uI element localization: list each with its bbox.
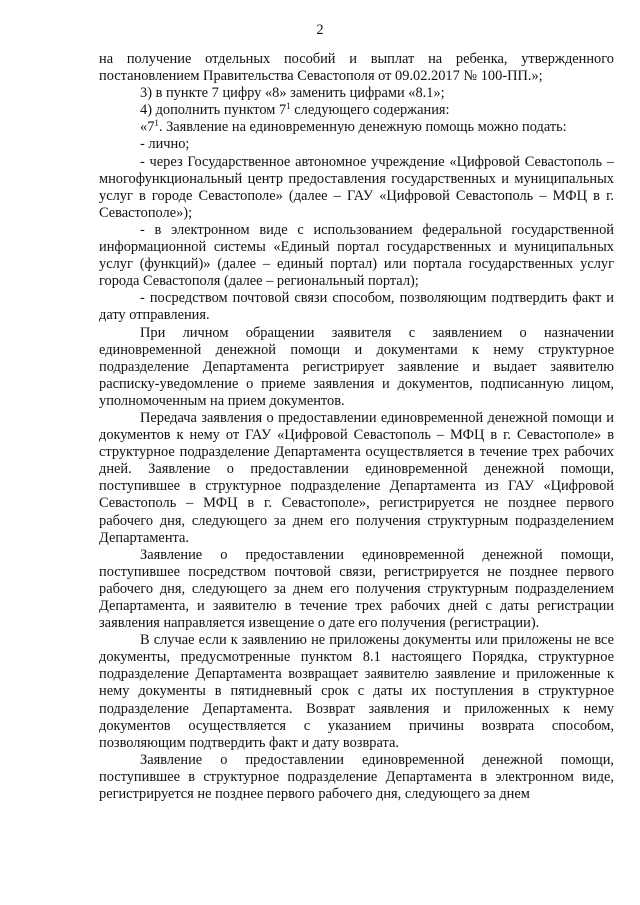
- paragraph-transfer-from-mfc: Передача заявления о предоставлении единовременной денежной помощи и документов к нему от ГАУ «Цифровой Севастополь – МФЦ в г. Севастополе» в структурное подразделение Департамента осуществляется в течение трех рабочих дней. Заявление о предоставлении единовременной денежной помощи, поступившее в структурное подразделение Департамента из ГАУ «Цифровой Севастополь – МФЦ в г. Севастополе», регистрируется не позднее первого рабочего дня, следующего за днем его получения структурным подразделением Департамента.: [99, 409, 614, 546]
- paragraph-incomplete-documents: В случае если к заявлению не приложены документы или приложены не все документы, предусмотренные пунктом 8.1 настоящего Порядка, структурное подразделение Департамента возвращает заявителю заявление и приложенные к нему документы в пятидневный срок с даты их поступления в структурное подразделение Департамента. Возврат заявления и приложенных к нему документов осуществляется с указанием причины возврата способом, позволяющим подтвердить факт и дату возврата.: [99, 632, 614, 751]
- paragraph-point-7-1-superscript: 1: [154, 118, 159, 129]
- page-number: 2: [316, 22, 324, 38]
- paragraph-item-4-superscript: 1: [286, 101, 291, 112]
- paragraph-electronic-registration: Заявление о предоставлении единовременной денежной помощи, поступившее в структурное подразделение Департамента в электронном виде, регистрируется не позднее первого рабочего дня, следующего за днем: [99, 751, 614, 803]
- paragraph-item-3: 3) в пункте 7 цифру «8» заменить цифрами «8.1»;: [140, 85, 445, 102]
- paragraph-item-4: [99, 102, 614, 119]
- paragraph-point-7-1-text-before: «7: [140, 119, 155, 136]
- list-item-via-mfc: - через Государственное автономное учреждение «Цифровой Севастополь – многофункциональный центр предоставления государственных и муниципальных услуг в городе Севастополе» (далее – ГАУ «Цифровой Севастополь – МФЦ в г. Севастополе»);: [99, 153, 614, 221]
- paragraph-point-7-1: [99, 119, 614, 136]
- document-body: [99, 51, 614, 803]
- paragraph-point-7-1-text-after: . Заявление на единовременную денежную помощь можно подать:: [158, 119, 567, 136]
- paragraph-item-4-text-before: 4) дополнить пунктом 7: [140, 102, 287, 119]
- paragraph-personal-visit: При личном обращении заявителя с заявлением о назначении единовременной денежной помощи и документами к нему структурное подразделение Департамента регистрирует заявление и выдает заявителю расписку-уведомление о приеме заявления и документов, подписанную лицом, уполномоченным на прием документов.: [99, 324, 614, 409]
- list-item-postal: - посредством почтовой связи способом, позволяющим подтвердить факт и дату отправления.: [99, 290, 614, 324]
- paragraph-continuation-postanovlenie: на получение отдельных пособий и выплат на ребенка, утвержденного постановлением Правительства Севастополя от 09.02.2017 № 100-ПП.»;: [99, 51, 614, 85]
- list-item-electronic: - в электронном виде с использованием федеральной государственной информационной системы «Единый портал государственных и муниципальных услуг (функций)» (далее – единый портал) или портала государственных услуг города Севастополя (далее – региональный портал);: [99, 221, 614, 290]
- paragraph-postal-registration: Заявление о предоставлении единовременной денежной помощи, поступившее посредством почтовой связи, регистрируется не позднее первого рабочего дня, следующего за днем его получения структурным подразделением Департамента, и заявителю в течение трех рабочих дней с даты регистрации заявления направляется извещение о дате его получения (регистрации).: [99, 546, 614, 632]
- paragraph-item-4-text-after: следующего содержания:: [290, 102, 450, 119]
- list-item-in-person: - лично;: [140, 136, 190, 153]
